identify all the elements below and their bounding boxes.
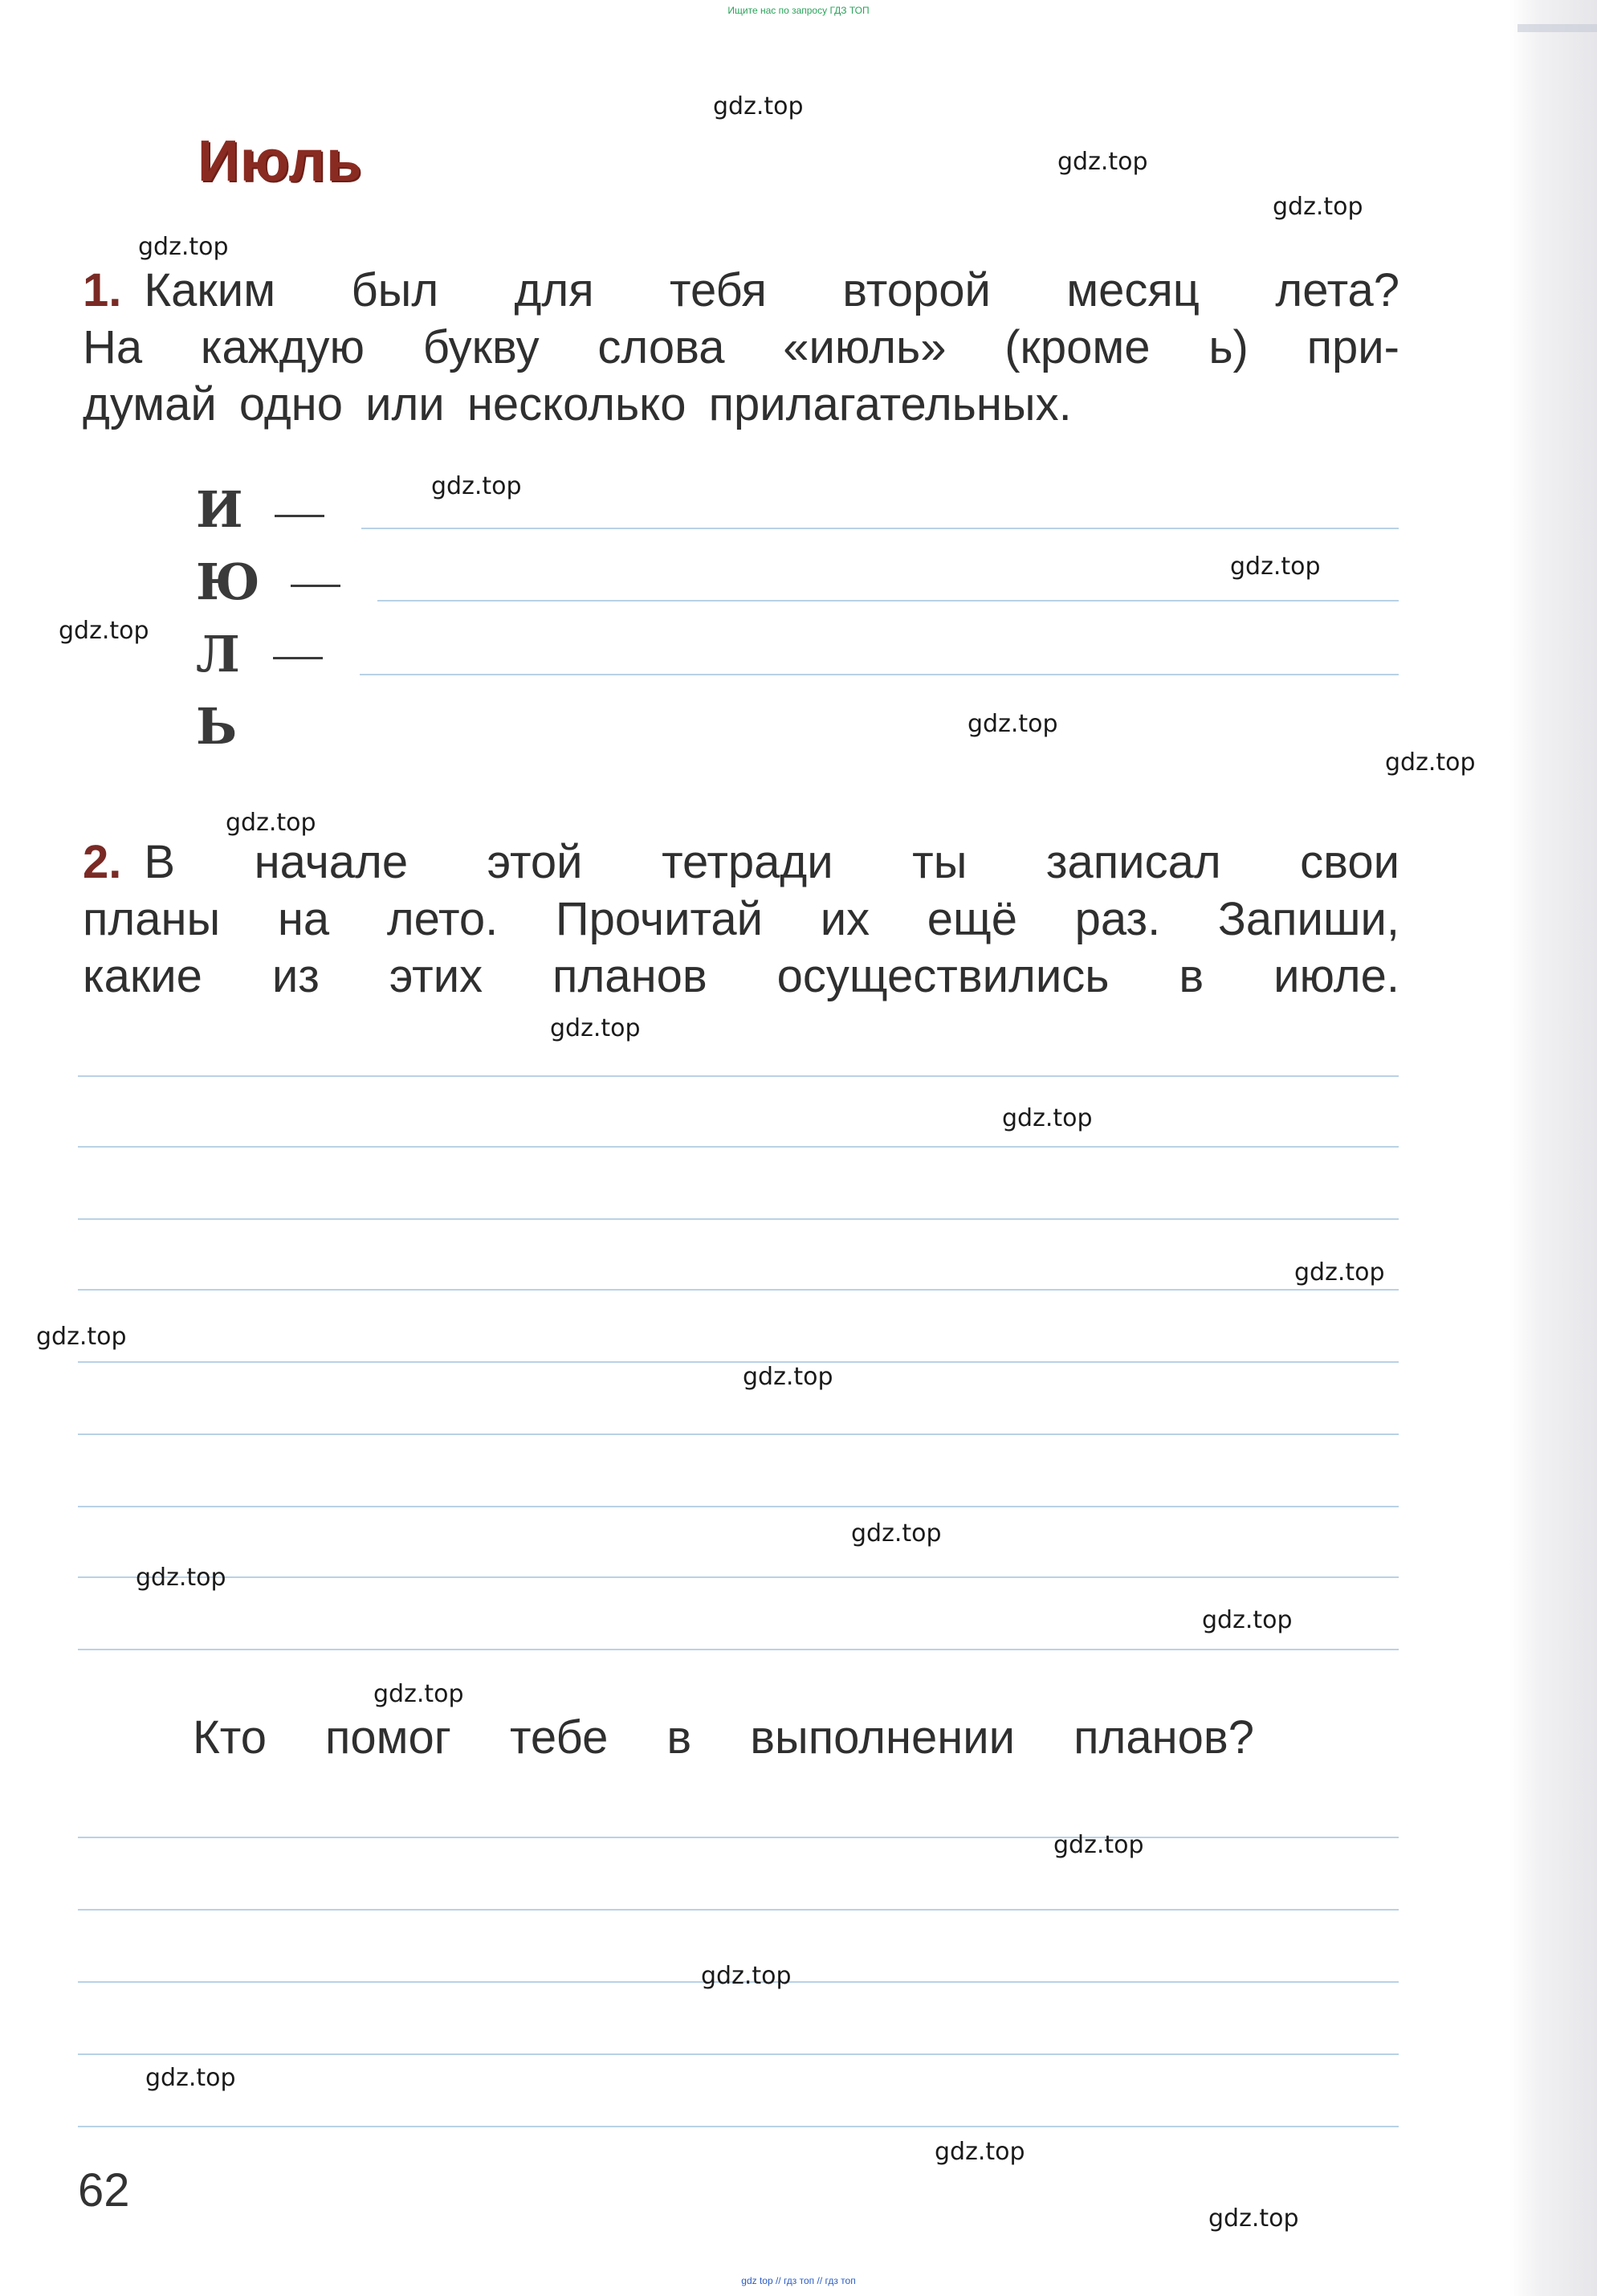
question-helper: Кто помог тебе в выполнении планов? xyxy=(193,1711,1254,1764)
page-edge-mark xyxy=(1518,24,1597,32)
watermark: gdz.top xyxy=(1202,1606,1293,1634)
watermark: gdz.top xyxy=(1385,748,1476,777)
watermark: gdz.top xyxy=(935,2138,1025,2166)
task-1-line-1 xyxy=(83,262,1399,319)
task-2-number: 2. xyxy=(83,836,122,888)
watermark: gdz.top xyxy=(1294,1258,1385,1287)
answer-line-question-5[interactable] xyxy=(78,2126,1399,2127)
task-1-number: 1. xyxy=(83,264,122,316)
answer-line-question-2[interactable] xyxy=(78,1909,1399,1911)
answer-line-task2-4[interactable] xyxy=(78,1289,1399,1291)
page-title: Июль xyxy=(198,129,363,194)
watermark: gdz.top xyxy=(136,1564,226,1592)
answer-line-task2-3[interactable] xyxy=(78,1218,1399,1220)
task-1-line-2: На каждую букву слова «июль» (кроме ь) при- xyxy=(83,321,1399,373)
letter-soft-sign: Ь xyxy=(196,697,238,756)
watermark: gdz.top xyxy=(373,1680,464,1708)
dash-yu xyxy=(291,585,340,587)
answer-line-yu[interactable] xyxy=(377,600,1399,602)
watermark: gdz.top xyxy=(701,1962,792,1990)
watermark: gdz.top xyxy=(226,809,316,837)
header-note: Ищите нас по запросу ГДЗ ТОП xyxy=(727,5,870,16)
answer-line-task2-1[interactable] xyxy=(78,1075,1399,1077)
letter-l: Л xyxy=(196,625,240,683)
task-2 xyxy=(83,834,1399,1005)
watermark: gdz.top xyxy=(713,92,804,120)
dash-i xyxy=(275,515,324,517)
watermark: gdz.top xyxy=(431,472,522,500)
task-1-line-3: думай одно или несколько прилагательных. xyxy=(83,378,1072,430)
watermark: gdz.top xyxy=(743,1363,833,1391)
watermark: gdz.top xyxy=(1053,1831,1144,1859)
watermark: gdz.top xyxy=(968,710,1058,738)
dash-l xyxy=(273,657,323,659)
task-2-line-1 xyxy=(83,834,1399,891)
answer-line-task2-9[interactable] xyxy=(78,1649,1399,1650)
letter-i: И xyxy=(196,480,243,539)
watermark: gdz.top xyxy=(1230,553,1321,581)
task-2-line-3: какие из этих планов осуществились в июле. xyxy=(83,950,1399,1002)
watermark: gdz.top xyxy=(1273,193,1363,221)
answer-line-task2-8[interactable] xyxy=(78,1576,1399,1578)
letter-yu: Ю xyxy=(196,553,260,611)
watermark: gdz.top xyxy=(36,1323,127,1351)
page-number: 62 xyxy=(78,2164,130,2216)
watermark: gdz.top xyxy=(1208,2204,1299,2233)
watermark: gdz.top xyxy=(145,2064,236,2092)
answer-line-task2-2[interactable] xyxy=(78,1146,1399,1148)
watermark: gdz.top xyxy=(59,617,149,645)
answer-line-task2-6[interactable] xyxy=(78,1433,1399,1435)
answer-line-i[interactable] xyxy=(361,528,1399,529)
page-edge-shadow xyxy=(1509,0,1597,2296)
answer-line-task2-7[interactable] xyxy=(78,1506,1399,1507)
watermark: gdz.top xyxy=(138,233,229,261)
watermark: gdz.top xyxy=(550,1014,641,1042)
watermark: gdz.top xyxy=(1002,1104,1093,1132)
watermark: gdz.top xyxy=(1057,148,1148,176)
task-1-text-1: Каким был для тебя второй месяц лета? xyxy=(144,264,1399,316)
task-2-line-2: планы на лето. Прочитай их ещё раз. Запиши, xyxy=(83,893,1399,945)
task-1 xyxy=(83,262,1399,433)
answer-line-task2-5[interactable] xyxy=(78,1361,1399,1363)
watermark: gdz.top xyxy=(851,1519,942,1548)
answer-line-question-1[interactable] xyxy=(78,1837,1399,1838)
answer-line-question-4[interactable] xyxy=(78,2053,1399,2055)
task-2-text-1: В начале этой тетради ты записал свои xyxy=(144,836,1399,888)
answer-line-l[interactable] xyxy=(360,674,1399,675)
footer-note: gdz top // гдз топ // гдз топ xyxy=(741,2275,856,2286)
